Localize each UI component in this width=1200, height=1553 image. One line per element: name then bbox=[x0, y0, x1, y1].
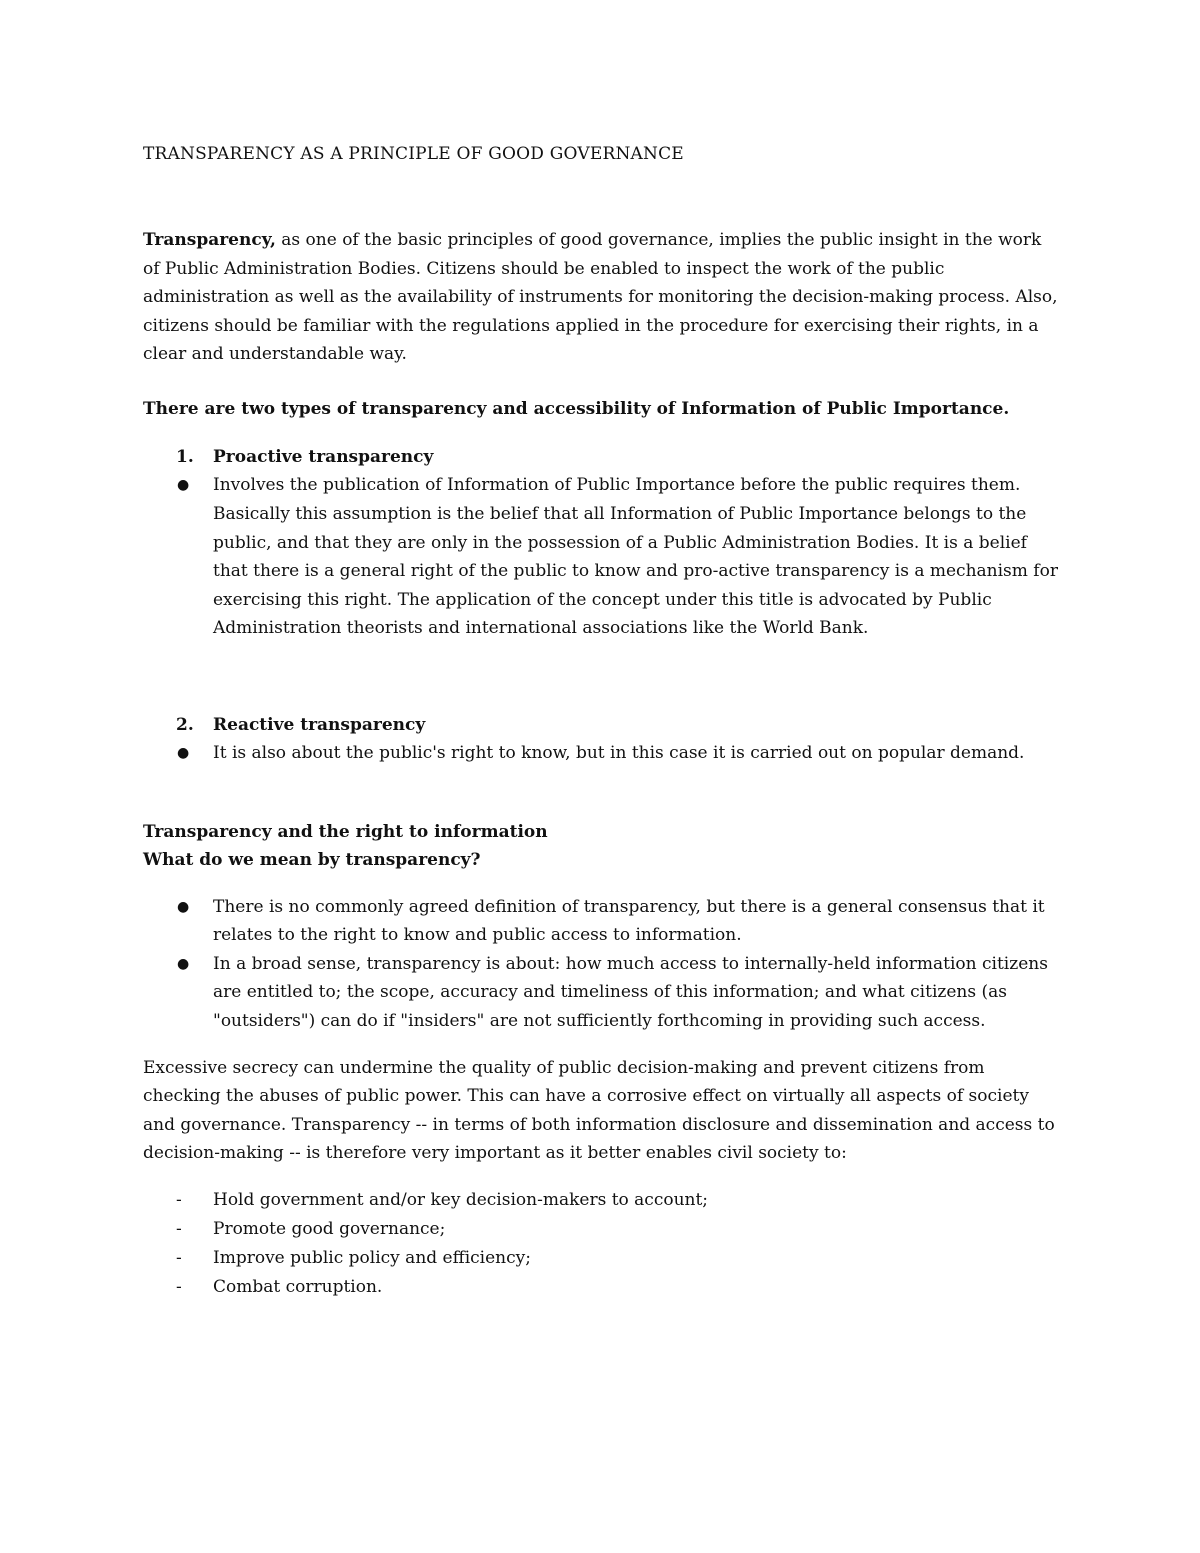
intro-paragraph bbox=[143, 226, 1063, 369]
document-title: TRANSPARENCY AS A PRINCIPLE OF GOOD GOVERNANCE bbox=[143, 144, 684, 164]
type-title: Reactive transparency bbox=[213, 715, 426, 736]
type-item-proactive bbox=[143, 443, 1063, 643]
type-bullet bbox=[143, 471, 1063, 643]
types-heading: There are two types of transparency and accessibility of Information of Public Importance. bbox=[143, 398, 1010, 419]
document-page bbox=[143, 140, 1063, 1302]
dash-list-item bbox=[143, 1215, 1063, 1244]
bullet-icon: ● bbox=[177, 477, 190, 494]
dash-list bbox=[143, 1186, 1063, 1302]
definition-bullets bbox=[143, 893, 1063, 1036]
dash-item-text: Hold government and/or key decision-makers to account; bbox=[213, 1189, 709, 1210]
dash-marker: - bbox=[176, 1189, 182, 1210]
dash-marker: - bbox=[176, 1276, 182, 1297]
dash-list-item bbox=[143, 1186, 1063, 1215]
bullet-icon: ● bbox=[177, 898, 190, 915]
bullet-icon: ● bbox=[177, 745, 190, 762]
dash-item-text: Combat corruption. bbox=[213, 1276, 383, 1297]
dash-item-text: Improve public policy and efficiency; bbox=[213, 1247, 531, 1268]
dash-item-text: Promote good governance; bbox=[213, 1218, 446, 1239]
type-bullet bbox=[143, 739, 1063, 768]
type-number: 1. bbox=[176, 447, 194, 468]
definition-bullet bbox=[143, 893, 1063, 950]
secrecy-paragraph: Excessive secrecy can undermine the quality of public decision-making and prevent citizens from checking the abuses of public power. This can have a corrosive effect on virtually all aspects of society and governance. Transparency -- in terms of both information disclosure and dissemination and access to decision-making -- is therefore very important as it better enables civil society to: bbox=[143, 1057, 1055, 1164]
section-heading: Transparency and the right to information bbox=[143, 821, 548, 842]
intro-text: as one of the basic principles of good governance, implies the public insight in the work of Public Administration Bodies. Citizens should be enabled to inspect the work of the public administration as well as the availability of instruments for monitoring the decision-making process. Also, citizens should be familiar with the regulations applied in the procedure for exercising their rights, in a clear and understandable way. bbox=[143, 230, 1058, 365]
dash-marker: - bbox=[176, 1218, 182, 1239]
definition-bullet-text: In a broad sense, transparency is about: how much access to internally-held information citizens are entitled to; the scope, accuracy and timeliness of this information; and what citizens (as "outsiders") can do if "insiders" are not sufficiently forthcoming in providing such access. bbox=[213, 953, 1048, 1031]
definition-bullet-text: There is no commonly agreed definition of transparency, but there is a general consensus that it relates to the right to know and public access to information. bbox=[213, 896, 1045, 946]
type-bullet-text: It is also about the public's right to know, but in this case it is carried out on popular demand. bbox=[213, 743, 1025, 764]
type-title-reactive bbox=[143, 711, 1063, 739]
intro-lead: Transparency, bbox=[143, 230, 276, 250]
type-title-proactive bbox=[143, 443, 1063, 471]
dash-list-item bbox=[143, 1244, 1063, 1273]
dash-marker: - bbox=[176, 1247, 182, 1268]
type-title: Proactive transparency bbox=[213, 447, 434, 468]
type-bullet-text: Involves the publication of Information of Public Importance before the public requires them. Basically this assumption is the belief that all Information of Public Importance belongs to the public, and that they are only in the possession of a Public Administration Bodies. It is a belief that there is a general right of the public to know and pro-active transparency is a mechanism for exercising this right. The application of the concept under this title is advocated by Public Administration theorists and international associations like the World Bank. bbox=[213, 475, 1058, 639]
dash-list-item bbox=[143, 1273, 1063, 1302]
type-number: 2. bbox=[176, 715, 194, 736]
bullet-icon: ● bbox=[177, 955, 190, 972]
type-item-reactive bbox=[143, 711, 1063, 768]
section-subheading: What do we mean by transparency? bbox=[143, 850, 481, 871]
definition-bullet bbox=[143, 950, 1063, 1036]
